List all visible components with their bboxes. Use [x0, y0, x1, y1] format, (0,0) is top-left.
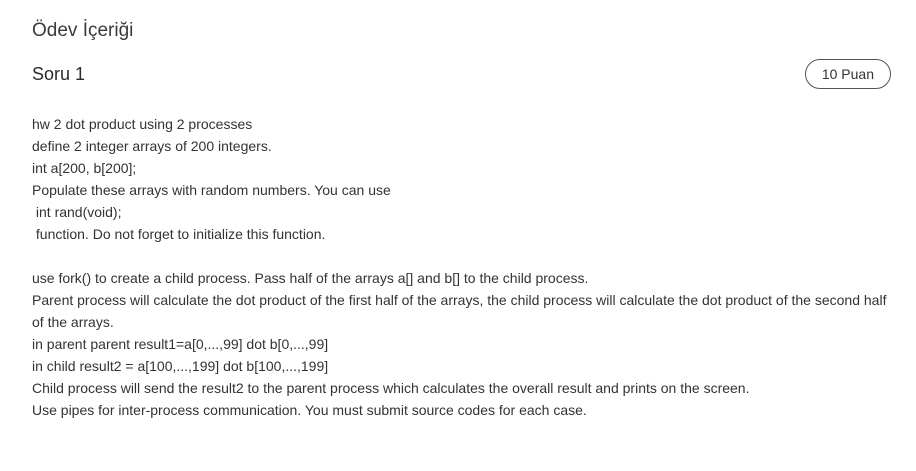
question-line: Use pipes for inter-process communication. You must submit source codes for each case. — [32, 402, 587, 418]
question-body — [32, 113, 892, 421]
question-line: in child result2 = a[100,...,199] dot b[100,...,199] — [32, 358, 329, 374]
question-title: Soru 1 — [32, 64, 86, 84]
question-line: Parent process will calculate the dot product of the first half of the arrays, the child process will calculate the dot product of the second half of the arrays. — [32, 292, 891, 330]
question-line: in parent parent result1=a[0,...,99] dot b[0,...,99] — [32, 336, 329, 352]
question-line: int a[200, b[200]; — [32, 160, 137, 176]
question-line: define 2 integer arrays of 200 integers. — [32, 138, 272, 154]
question-line: int rand(void); — [32, 204, 122, 220]
question-line: Populate these arrays with random numbers. You can use — [32, 182, 391, 198]
question-line: function. Do not forget to initialize this function. — [32, 226, 326, 242]
question-line: hw 2 dot product using 2 processes — [32, 116, 253, 132]
question-line: use fork() to create a child process. Pass half of the arrays a[] and b[] to the child process. — [32, 270, 589, 286]
question-blank-line — [32, 245, 892, 267]
question-header — [32, 58, 891, 90]
question-line: Child process will send the result2 to the parent process which calculates the overall result and prints on the screen. — [32, 380, 750, 396]
page-title: Ödev İçeriği — [32, 20, 134, 41]
points-badge: 10 Puan — [805, 59, 891, 89]
